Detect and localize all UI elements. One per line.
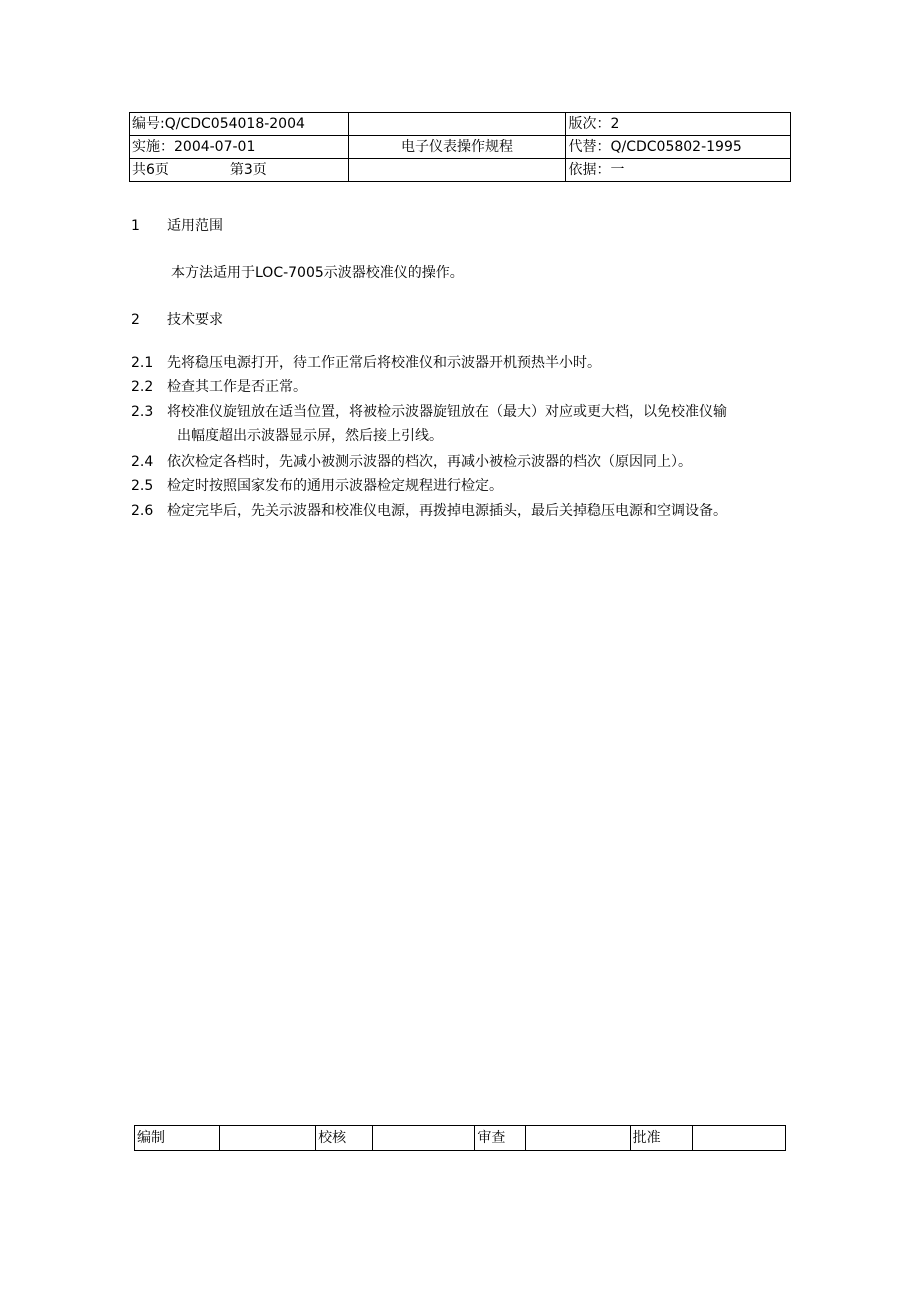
item-number: 2.6	[131, 503, 154, 519]
prepared-label: 编制	[135, 1126, 220, 1151]
item-number: 2.1	[131, 355, 154, 371]
item-text-continuation: 出幅度超出示波器显示屏，然后接上引线。	[177, 428, 443, 444]
section-heading-requirements	[131, 309, 223, 329]
item-text-line: 将校准仪旋钮放在适当位置，将被检示波器旋钮放在（最大）对应或更大档，以免校准仪输	[167, 404, 727, 420]
signature-row	[135, 1126, 786, 1151]
header-blank-cell	[348, 113, 566, 136]
implement-date: 实施：2004-07-01	[130, 136, 349, 159]
item-text: 检查其工作是否正常。	[167, 379, 307, 395]
header-row-1	[130, 113, 791, 136]
section-title: 适用范围	[167, 218, 223, 234]
item-number: 2.4	[131, 454, 154, 470]
item-number: 2.5	[131, 478, 154, 494]
page-number: 第3页	[229, 161, 267, 178]
checked-field	[372, 1126, 474, 1151]
item-text: 先将稳压电源打开，待工作正常后将校准仪和示波器开机预热半小时。	[167, 355, 601, 371]
reviewed-field	[526, 1126, 630, 1151]
scope-paragraph: 本方法适用于LOC-7005示波器校准仪的操作。	[171, 265, 464, 281]
header-row-3	[130, 159, 791, 182]
basis: 依据：一	[566, 159, 791, 182]
approved-field	[693, 1126, 786, 1151]
version: 版次：2	[566, 113, 791, 136]
signature-table	[134, 1125, 786, 1151]
header-table	[129, 112, 791, 182]
section-title: 技术要求	[167, 312, 223, 328]
checked-label: 校核	[316, 1126, 373, 1151]
header-blank-cell	[348, 159, 566, 182]
page-info	[130, 159, 349, 182]
item-number: 2.3	[131, 404, 154, 420]
section-number: 2	[131, 312, 140, 328]
document-title: 电子仪表操作规程	[348, 136, 566, 159]
item-number: 2.2	[131, 379, 154, 395]
approved-label: 批准	[630, 1126, 693, 1151]
document-code: 编号:Q/CDC054018-2004	[130, 113, 349, 136]
item-text	[167, 400, 787, 448]
replaces: 代替：Q/CDC05802-1995	[566, 136, 791, 159]
reviewed-label: 审查	[475, 1126, 526, 1151]
item-text: 检定时按照国家发布的通用示波器检定规程进行检定。	[167, 478, 503, 494]
item-text: 检定完毕后，先关示波器和校准仪电源，再拨掉电源插头，最后关掉稳压电源和空调设备。	[167, 503, 727, 519]
header-row-2	[130, 136, 791, 159]
prepared-field	[219, 1126, 315, 1151]
section-number: 1	[131, 218, 140, 234]
section-heading-scope	[131, 215, 223, 235]
item-text: 依次检定各档时，先减小被测示波器的档次，再减小被检示波器的档次（原因同上）。	[167, 454, 692, 470]
total-pages: 共6页	[132, 161, 169, 178]
